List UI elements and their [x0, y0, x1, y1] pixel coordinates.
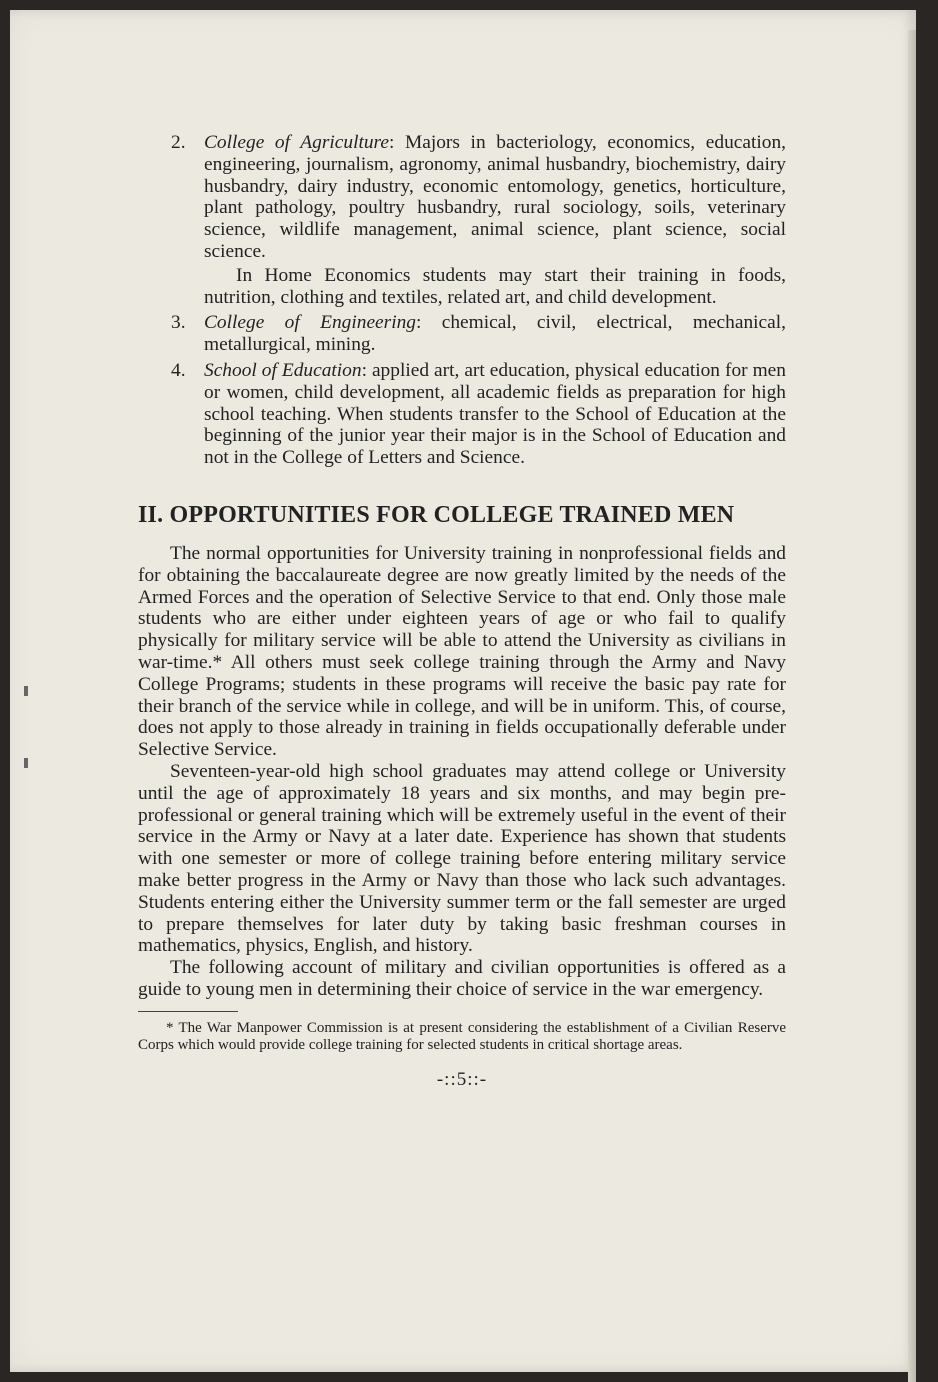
body-paragraph: The normal opportunities for University training in nonprofessional fields and for obtaining the baccalaureate degree are now greatly limited by the needs of the Armed Forces and the operation of Selective Service to that end. Only those male students who are either under eighteen years of age or who fail to qualify physically for military service will be able to attend the University as civilians in war-time.* All others must seek college training through the Army and Navy College Programs; students in these programs will receive the basic pay rate for their branch of the service while in college, and will be in uniform. This, of course, does not apply to those already in training in fields occupationally deferable under Selective Service.: [138, 542, 786, 761]
list-item: [138, 132, 786, 308]
page-content: [138, 132, 786, 1090]
margin-mark: [24, 686, 28, 696]
footnote: * The War Manpower Commission is at present considering the establishment of a Civilian Reserve Corps which would provide college training for selected students in critical shortage areas.: [138, 1019, 786, 1054]
list-body: : applied art, art education, physical education for men or women, child development, all academic fields as preparation for high school teaching. When students transfer to the School of Education at the beginning of the junior year their major is in the School of Education and not in the College of Letters and Science.: [204, 359, 786, 469]
page-edge: [908, 30, 916, 1382]
college-name: School of Education: [204, 359, 362, 381]
list-body: : chemical, civil, electrical, mechanical, metallurgical, mining.: [204, 312, 786, 356]
section-heading: II. OPPORTUNITIES FOR COLLEGE TRAINED MEN: [138, 501, 735, 528]
list-extra-paragraph: In Home Economics students may start their training in foods, nutrition, clothing and textiles, related art, and child development.: [204, 264, 786, 308]
margin-mark: [24, 758, 28, 768]
list-body: : Majors in bacteriology, economics, education, engineering, journalism, agronomy, animal husbandry, biochemistry, dairy husbandry, dairy industry, economic entomology, genetics, horticulture, plant pathology, poultry husbandry, rural sociology, soils, veterinary science, wildlife management, animal science, plant science, social science.: [204, 132, 787, 262]
list-number: 3.: [171, 312, 186, 334]
college-name: College of Agriculture: [204, 132, 389, 153]
list-item: [138, 360, 786, 469]
list-text: [204, 312, 786, 356]
list-text: [204, 360, 786, 469]
list-item: [138, 312, 786, 356]
college-name: College of Engineering: [204, 312, 416, 334]
document-page: [10, 10, 916, 1372]
list-number: 2.: [171, 132, 186, 153]
list-number: 4.: [171, 359, 186, 381]
body-paragraph: Seventeen-year-old high school graduates may attend college or University until the age of approximately 18 years and six months, and may begin pre-professional or general training which will be extremely useful in the event of their service in the Army or Navy at a later date. Experience has shown that students with one semester or more of college training before entering military service make better progress in the Army or Navy than those who lack such advantages. Students entering either the University summer term or the fall semester are urged to prepare themselves for later duty by taking basic freshman courses in mathematics, physics, English, and history.: [138, 760, 786, 957]
footnote-divider: [138, 1011, 238, 1012]
body-paragraph: The following account of military and civilian opportunities is offered as a guide to young men in determining their choice of service in the war emergency.: [138, 957, 786, 1000]
list-text: [204, 132, 786, 263]
page-number: -::5::-: [436, 1068, 488, 1090]
